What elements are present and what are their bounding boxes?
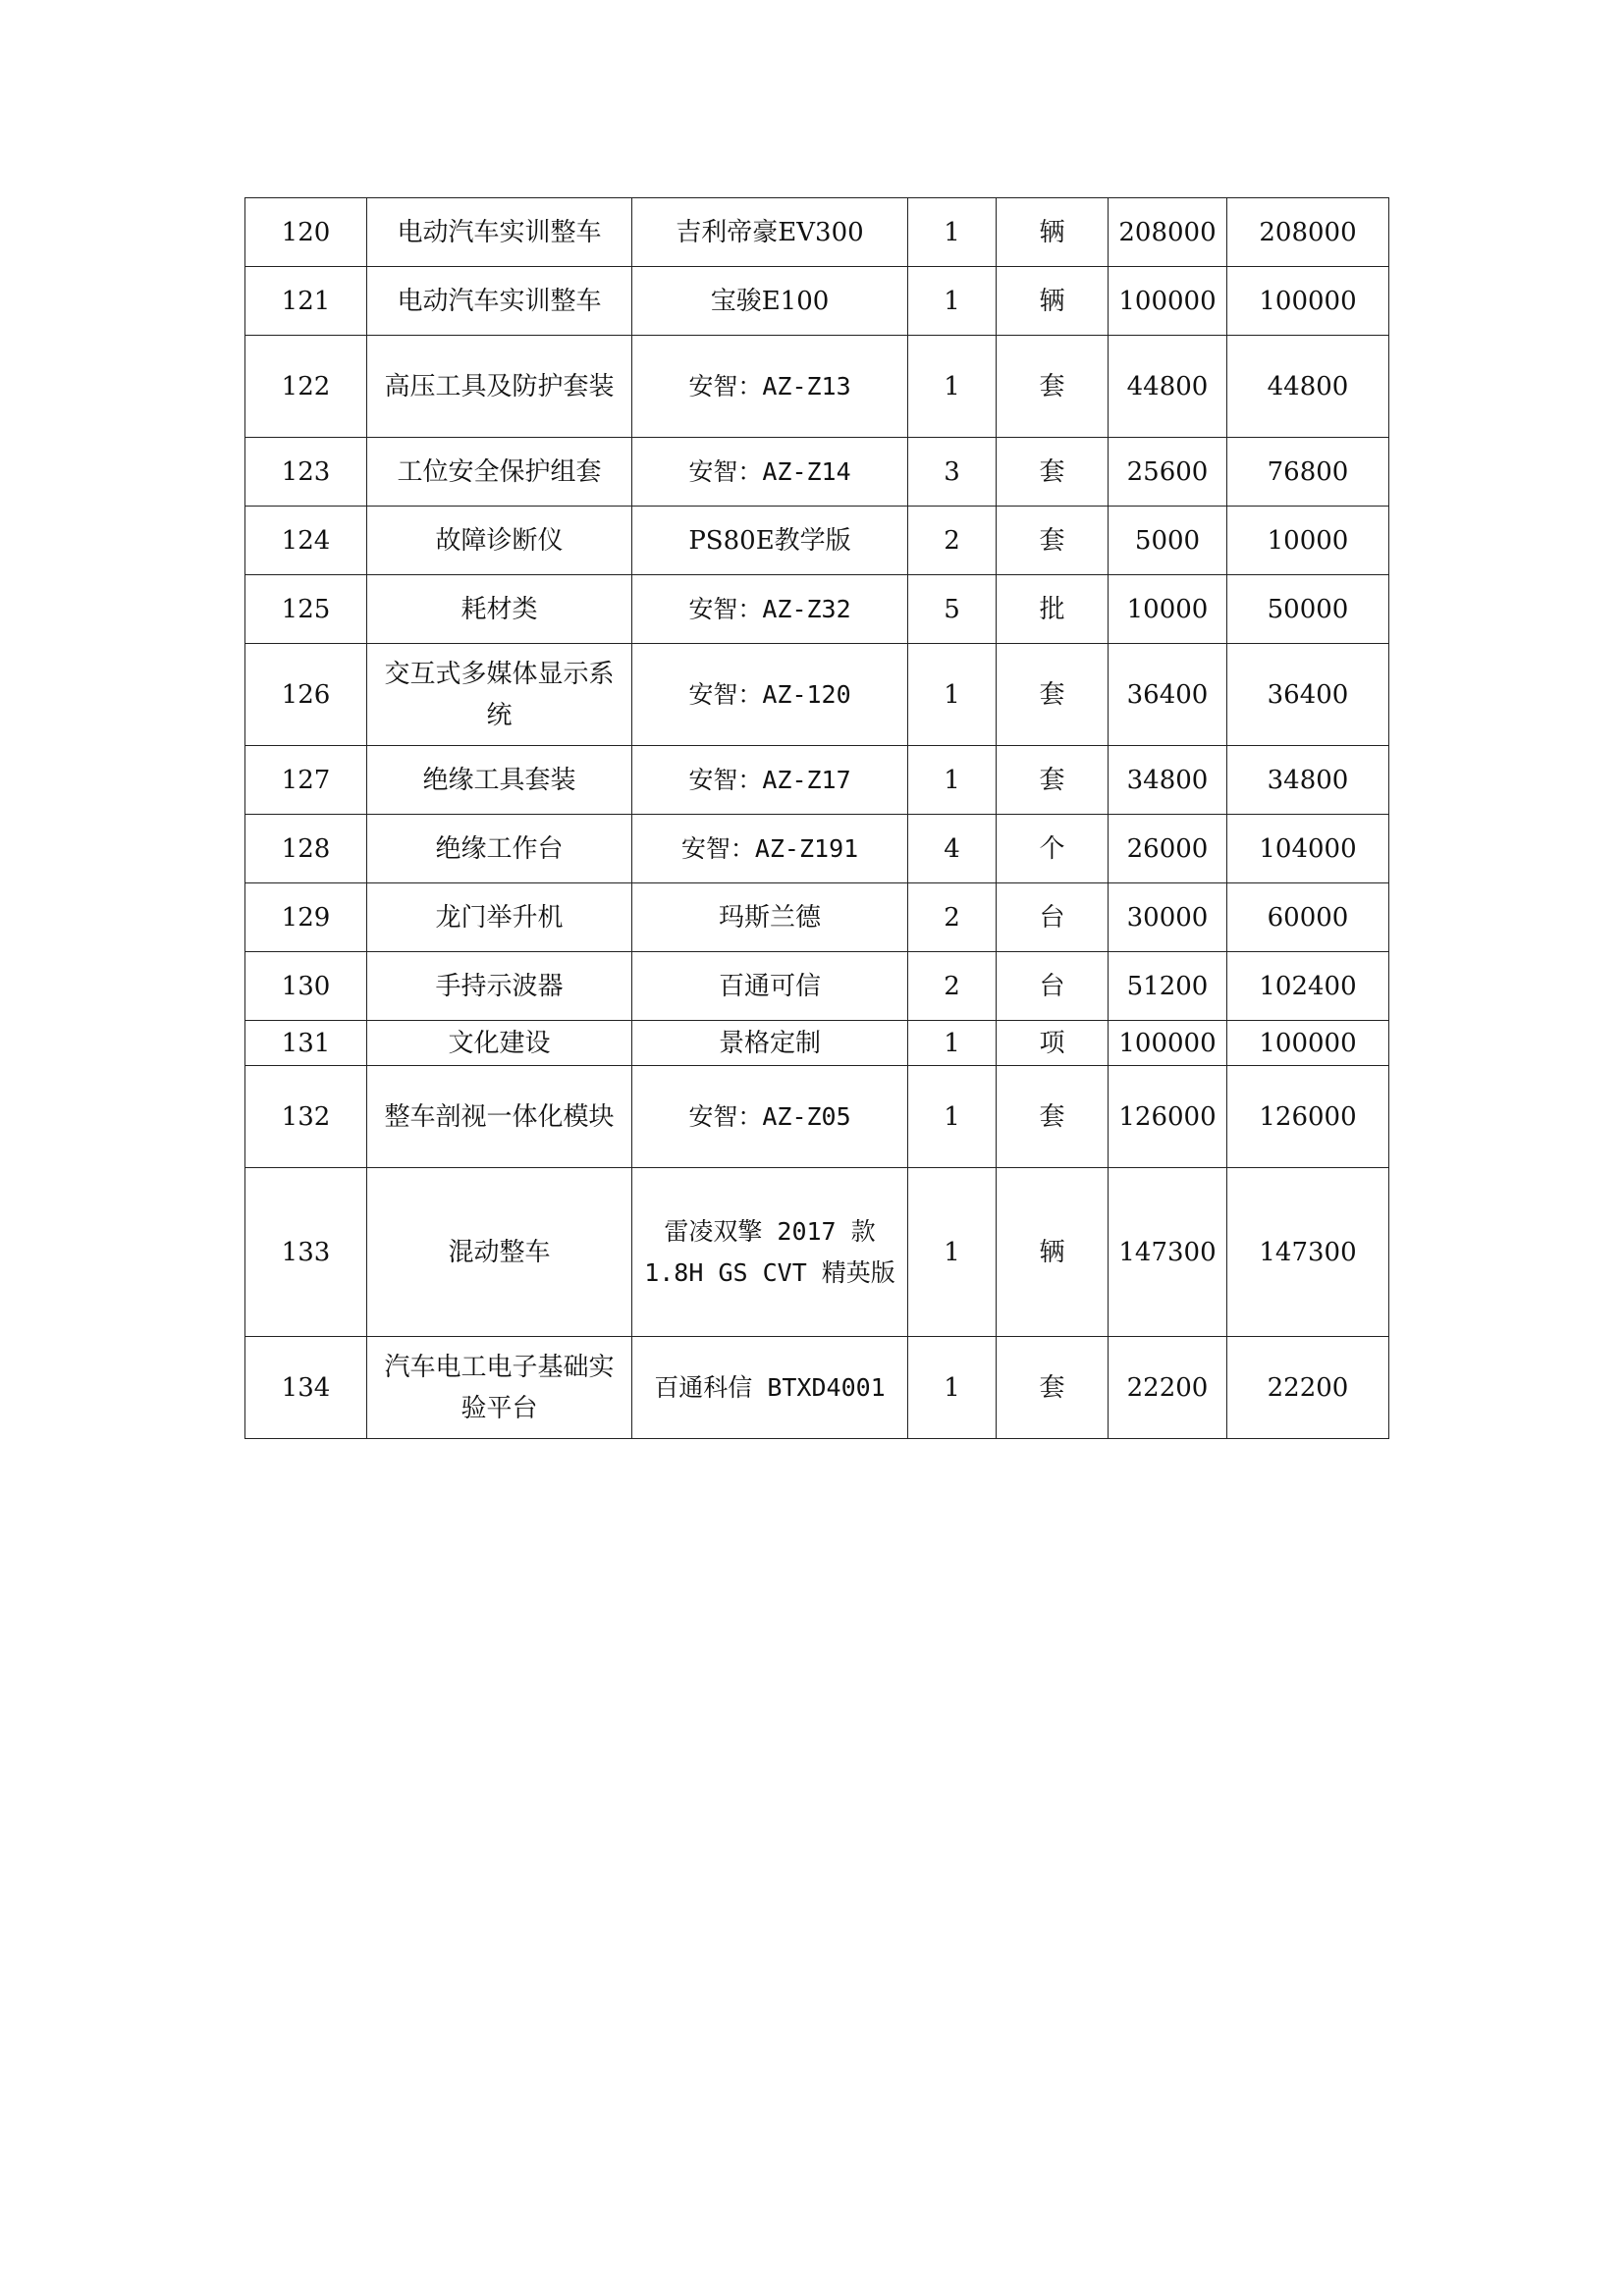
cell-unit-price: 208000 [1109,198,1227,267]
cell-equipment-name: 高压工具及防护套装 [367,336,632,438]
cell-equipment-name: 整车剖视一体化模块 [367,1066,632,1168]
cell-unit-price: 5000 [1109,507,1227,575]
cell-equipment-name: 绝缘工具套装 [367,746,632,815]
cell-unit-price: 26000 [1109,815,1227,883]
cell-total-price: 36400 [1227,644,1389,746]
cell-total-price: 22200 [1227,1337,1389,1439]
cell-number: 120 [245,198,367,267]
cell-total-price: 60000 [1227,883,1389,952]
cell-quantity: 2 [908,952,997,1021]
cell-model: 景格定制 [632,1021,908,1066]
cell-number: 126 [245,644,367,746]
cell-unit-price: 34800 [1109,746,1227,815]
cell-quantity: 1 [908,1021,997,1066]
cell-number: 134 [245,1337,367,1439]
cell-number: 125 [245,575,367,644]
cell-model: PS80E教学版 [632,507,908,575]
cell-number: 121 [245,267,367,336]
cell-quantity: 2 [908,883,997,952]
cell-number: 130 [245,952,367,1021]
cell-model: 安智：AZ-120 [632,644,908,746]
cell-unit-price: 100000 [1109,1021,1227,1066]
cell-unit: 台 [997,883,1109,952]
cell-equipment-name: 工位安全保护组套 [367,438,632,507]
cell-number: 132 [245,1066,367,1168]
equipment-table [244,197,1389,1439]
cell-model: 雷凌双擎 2017 款 1.8H GS CVT 精英版 [632,1168,908,1337]
cell-unit: 套 [997,1066,1109,1168]
cell-total-price: 147300 [1227,1168,1389,1337]
cell-unit: 项 [997,1021,1109,1066]
cell-unit-price: 51200 [1109,952,1227,1021]
cell-number: 124 [245,507,367,575]
cell-equipment-name: 电动汽车实训整车 [367,198,632,267]
table-row [245,336,1389,438]
cell-quantity: 1 [908,1168,997,1337]
table-row [245,883,1389,952]
cell-number: 123 [245,438,367,507]
cell-equipment-name: 文化建设 [367,1021,632,1066]
cell-unit-price: 36400 [1109,644,1227,746]
cell-quantity: 1 [908,644,997,746]
cell-quantity: 4 [908,815,997,883]
table-row [245,267,1389,336]
cell-equipment-name: 耗材类 [367,575,632,644]
cell-equipment-name: 龙门举升机 [367,883,632,952]
cell-unit: 辆 [997,267,1109,336]
table-row [245,438,1389,507]
cell-equipment-name: 绝缘工作台 [367,815,632,883]
cell-unit: 台 [997,952,1109,1021]
cell-total-price: 126000 [1227,1066,1389,1168]
cell-total-price: 10000 [1227,507,1389,575]
cell-unit: 批 [997,575,1109,644]
cell-model: 宝骏E100 [632,267,908,336]
cell-model: 玛斯兰德 [632,883,908,952]
cell-total-price: 104000 [1227,815,1389,883]
cell-total-price: 100000 [1227,267,1389,336]
cell-unit-price: 10000 [1109,575,1227,644]
cell-unit: 个 [997,815,1109,883]
cell-total-price: 34800 [1227,746,1389,815]
cell-unit-price: 126000 [1109,1066,1227,1168]
table-row [245,952,1389,1021]
cell-equipment-name: 电动汽车实训整车 [367,267,632,336]
cell-quantity: 3 [908,438,997,507]
cell-model: 安智：AZ-Z13 [632,336,908,438]
cell-quantity: 1 [908,1337,997,1439]
cell-model: 安智：AZ-Z191 [632,815,908,883]
cell-equipment-name: 交互式多媒体显示系统 [367,644,632,746]
cell-model: 安智：AZ-Z14 [632,438,908,507]
cell-equipment-name: 手持示波器 [367,952,632,1021]
cell-model: 安智：AZ-Z32 [632,575,908,644]
cell-quantity: 2 [908,507,997,575]
cell-unit: 套 [997,507,1109,575]
table-row [245,1337,1389,1439]
table-row [245,1021,1389,1066]
table-row [245,815,1389,883]
cell-quantity: 1 [908,336,997,438]
cell-number: 133 [245,1168,367,1337]
cell-equipment-name: 混动整车 [367,1168,632,1337]
cell-number: 122 [245,336,367,438]
table-row [245,575,1389,644]
cell-unit-price: 25600 [1109,438,1227,507]
cell-unit: 套 [997,746,1109,815]
cell-model: 百通可信 [632,952,908,1021]
cell-model: 安智：AZ-Z05 [632,1066,908,1168]
table-row [245,1066,1389,1168]
cell-unit-price: 147300 [1109,1168,1227,1337]
table-row [245,198,1389,267]
cell-number: 128 [245,815,367,883]
table-row [245,644,1389,746]
cell-unit-price: 44800 [1109,336,1227,438]
table-body [245,198,1389,1439]
table-row [245,1168,1389,1337]
table-row [245,507,1389,575]
cell-total-price: 50000 [1227,575,1389,644]
cell-total-price: 102400 [1227,952,1389,1021]
cell-unit: 套 [997,336,1109,438]
cell-equipment-name: 故障诊断仪 [367,507,632,575]
cell-unit-price: 100000 [1109,267,1227,336]
cell-number: 129 [245,883,367,952]
cell-unit: 套 [997,1337,1109,1439]
cell-total-price: 76800 [1227,438,1389,507]
cell-unit: 辆 [997,1168,1109,1337]
cell-unit-price: 22200 [1109,1337,1227,1439]
cell-model: 安智：AZ-Z17 [632,746,908,815]
cell-total-price: 208000 [1227,198,1389,267]
cell-unit: 套 [997,644,1109,746]
cell-equipment-name: 汽车电工电子基础实验平台 [367,1337,632,1439]
cell-unit-price: 30000 [1109,883,1227,952]
cell-quantity: 1 [908,746,997,815]
cell-total-price: 100000 [1227,1021,1389,1066]
cell-unit: 辆 [997,198,1109,267]
cell-quantity: 5 [908,575,997,644]
table-row [245,746,1389,815]
cell-quantity: 1 [908,198,997,267]
cell-unit: 套 [997,438,1109,507]
cell-number: 131 [245,1021,367,1066]
cell-number: 127 [245,746,367,815]
cell-quantity: 1 [908,1066,997,1168]
cell-model: 百通科信 BTXD4001 [632,1337,908,1439]
cell-total-price: 44800 [1227,336,1389,438]
cell-quantity: 1 [908,267,997,336]
cell-model: 吉利帝豪EV300 [632,198,908,267]
